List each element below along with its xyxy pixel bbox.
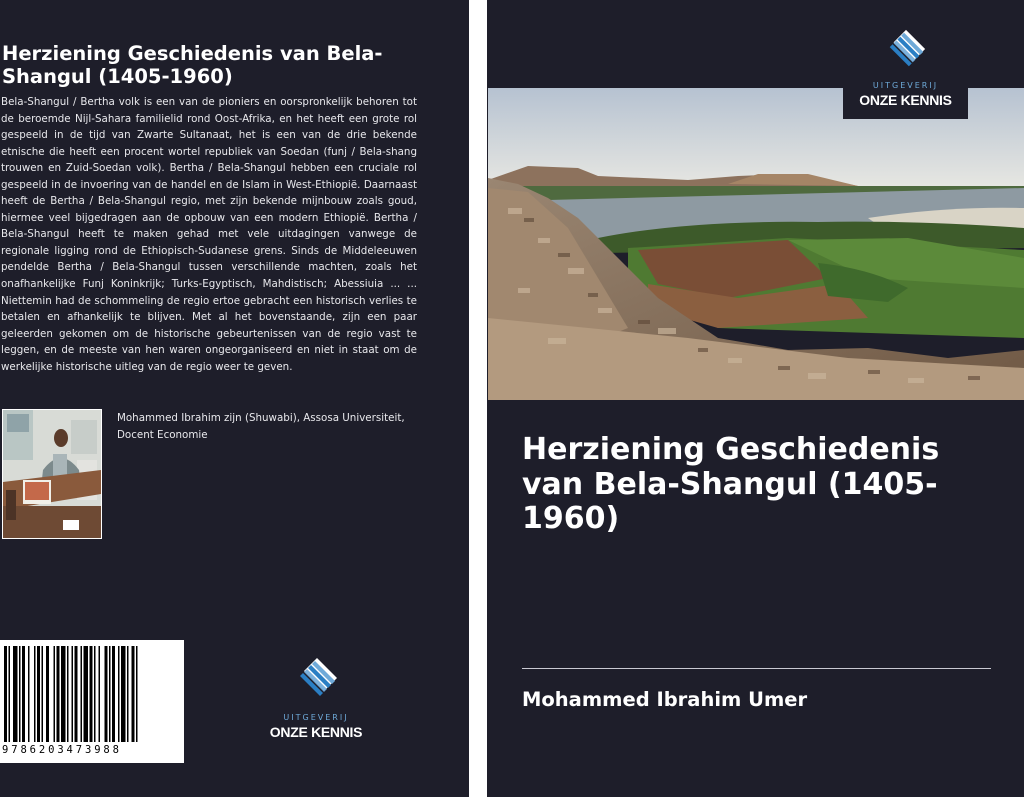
isbn-digits: 9786203473988 <box>2 744 122 756</box>
barcode-bar <box>57 646 60 742</box>
barcode-bar <box>72 646 74 742</box>
barcode-bar <box>34 646 36 742</box>
barcode-bar <box>94 646 96 742</box>
front-cover-author: Mohammed Ibrahim Umer <box>522 688 808 711</box>
barcode <box>0 640 184 763</box>
barcode-bar <box>42 646 44 742</box>
barcode-bar <box>54 646 56 742</box>
publisher-small-label: UITGEVERIJ <box>283 713 349 722</box>
barcode-bar <box>4 646 7 742</box>
publisher-name: ONZE KENNIS <box>269 724 363 740</box>
barcode-bar <box>118 646 120 742</box>
back-cover-title: Herziening Geschiedenis van Bela-Shangul (1405-1960) <box>2 42 383 88</box>
publisher-small-label: UITGEVERIJ <box>872 81 939 90</box>
book-stripes-icon <box>884 28 928 72</box>
barcode-bar <box>61 646 66 742</box>
back-cover-blurb: Bela-Shangul / Bertha volk is een van de pioniers en oorspronkelijk behoren tot de beroemde Nijl-Sahara familielid rond Oost-Afrika, en het heeft een grote rol gespeeld in de tijd van Zwarte Sultanaat, het is een van de drie bekende etnische die heeft een procent wortel republiek van Soedan (funj / Bela-shang trouwen en Zuid-Soedan volk). Bertha / Bela-Shangul hebben een cruciale rol gespeeld in de invoering van de handel en de Islam in West-Ethiopië. Daarnaast heeft de Bertha / Bela-Shangul regio, met zijn bekende mijnbouw zoals goud, hiermee veel bijgedragen aan de opbouw van een modern Ethiopië. Bertha / Bela-Shangul heeft te maken gehad met vele uitdagingen vanwege de regionale ligging rond de Ethiopisch-Sudanese grens. Sinds de Middeleeuwen pendelde Bertha / Bela-Shangul tussen verschillende machten, zoals het onafhankelijke Funj Koninkrijk; Turks-Egyptisch, Mahdistisch; Abessiuia ... ... Niettemin had de schommeling de regio ertoe gebracht een historisch verlies te betalen en afhankelijk te blijven. Met al het bovenstaande, zijn een paar geleerden gekomen om de historische gebeurtenissen van de regio vast te leggen, en de meeste van hen waren ongeorganiseerd en niet in staat om de werkelijke historische uitleg van de regio weer te geven. <box>1 96 417 373</box>
barcode-bar <box>9 646 11 742</box>
barcode-bar <box>28 646 30 742</box>
barcode-bar <box>19 646 21 742</box>
book-stripes-icon <box>294 656 340 702</box>
barcode-bar <box>132 646 135 742</box>
publisher-logo-front <box>843 26 968 119</box>
barcode-bar <box>46 646 49 742</box>
barcode-bar <box>112 646 115 742</box>
publisher-logo-back <box>262 656 370 742</box>
barcode-bar <box>136 646 138 742</box>
barcode-bar <box>121 646 126 742</box>
cover-photo <box>488 88 1024 400</box>
barcode-bar <box>99 646 101 742</box>
barcode-bar <box>75 646 78 742</box>
barcode-bar <box>84 646 89 742</box>
barcode-bar <box>13 646 18 742</box>
barcode-bar <box>22 646 25 742</box>
barcode-bar <box>90 646 93 742</box>
barcode-bar <box>81 646 83 742</box>
barcode-bar <box>67 646 69 742</box>
author-photo <box>2 409 102 539</box>
barcode-bar <box>37 646 40 742</box>
back-cover <box>0 0 469 797</box>
publisher-name: ONZE KENNIS <box>859 92 952 108</box>
barcode-bar <box>127 646 129 742</box>
barcode-bar <box>109 646 111 742</box>
front-cover-title: Herziening Geschiedenis van Bela-Shangul (1405-1960) <box>522 432 940 536</box>
title-divider <box>522 668 991 669</box>
barcode-bar <box>105 646 108 742</box>
author-bio: Mohammed Ibrahim zijn (Shuwabi), Assosa Universiteit, Docent Economie <box>117 412 405 441</box>
